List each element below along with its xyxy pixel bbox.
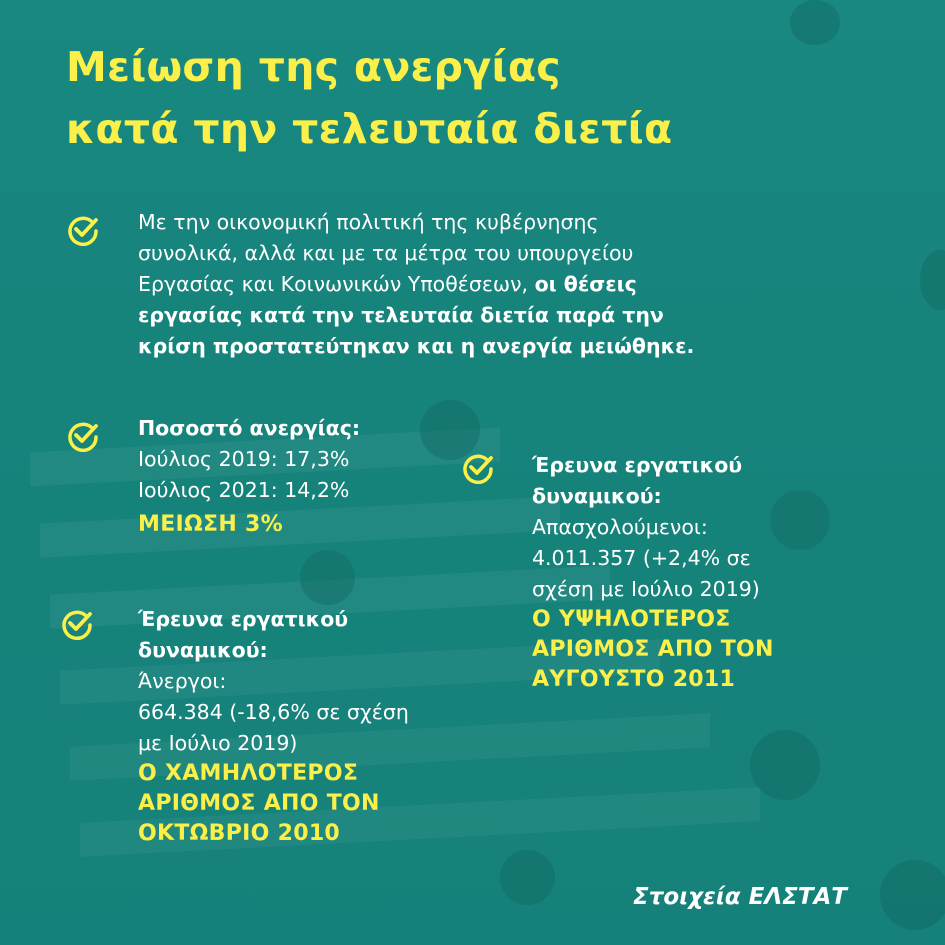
employed-highlight: ΑΥΓΟΥΣΤΟ 2011: [532, 667, 736, 692]
rate-2019: [138, 444, 438, 475]
intro-bold: οι θέσεις: [534, 272, 637, 296]
intro-line: Με την οικονομική πολιτική της κυβέρνησης: [138, 210, 599, 234]
unemployed-highlight: ΑΡΙΘΜΟΣ ΑΠΟ ΤΟΝ: [138, 791, 380, 816]
intro-bold-line: κρίση προστατεύτηκαν και η ανεργία μειώθηκε.: [138, 334, 695, 358]
rate-2019-label: Ιούλιος 2019:: [138, 447, 278, 471]
intro-bold-line: εργασίας κατά την τελευταία διετία παρά την: [138, 303, 664, 327]
rate-2021: [138, 475, 438, 506]
employed-block: [532, 450, 862, 695]
unemployed-highlight: ΟΚΤΩΒΡΙΟ 2010: [138, 821, 341, 846]
employed-value: 4.011.357 (+2,4% σε: [532, 546, 751, 570]
title-line: κατά την τελευταία διετία: [66, 105, 673, 153]
check-circle-icon: [461, 450, 495, 484]
unemployed-block: [138, 604, 478, 849]
intro-line: συνολικά, αλλά και με τα μέτρα του υπουργείου: [138, 241, 634, 265]
employed-highlight: ΑΡΙΘΜΟΣ ΑΠΟ ΤΟΝ: [532, 637, 774, 662]
intro-line: [138, 269, 818, 300]
employed-heading: δυναμικού:: [532, 484, 662, 508]
unemployed-heading: δυναμικού:: [138, 638, 268, 662]
rate-heading: Ποσοστό ανεργίας:: [138, 416, 361, 440]
unemployed-highlight: Ο ΧΑΜΗΛΟΤΕΡΟΣ: [138, 761, 359, 786]
employed-label: Απασχολούμενοι:: [532, 515, 708, 539]
employed-highlight: Ο ΥΨΗΛΟΤΕΡΟΣ: [532, 607, 731, 632]
check-circle-icon: [66, 212, 100, 246]
unemployed-value: με Ιούλιο 2019): [138, 731, 298, 755]
page-title: [66, 36, 906, 160]
intro-line-normal: Εργασίας και Κοινωνικών Υποθέσεων,: [138, 272, 529, 296]
rate-highlight: ΜΕΙΩΣΗ 3%: [138, 512, 283, 537]
rate-2019-value: 17,3%: [284, 447, 350, 471]
intro-text: [138, 207, 818, 362]
unemployed-label: Άνεργοι:: [138, 669, 227, 693]
check-circle-icon: [60, 606, 94, 640]
check-circle-icon: [66, 418, 100, 452]
unemployed-heading: Έρευνα εργατικού: [138, 607, 349, 631]
title-line: Μείωση της ανεργίας: [66, 43, 561, 91]
source-credit: Στοιχεία ΕΛΣΤΑΤ: [633, 884, 847, 910]
employed-heading: Έρευνα εργατικού: [532, 453, 743, 477]
unemployed-value: 664.384 (-18,6% σε σχέση: [138, 700, 409, 724]
rate-block: [138, 413, 438, 540]
employed-value: σχέση με Ιούλιο 2019): [532, 577, 760, 601]
rate-2021-value: 14,2%: [284, 478, 350, 502]
rate-2021-label: Ιούλιος 2021:: [138, 478, 278, 502]
